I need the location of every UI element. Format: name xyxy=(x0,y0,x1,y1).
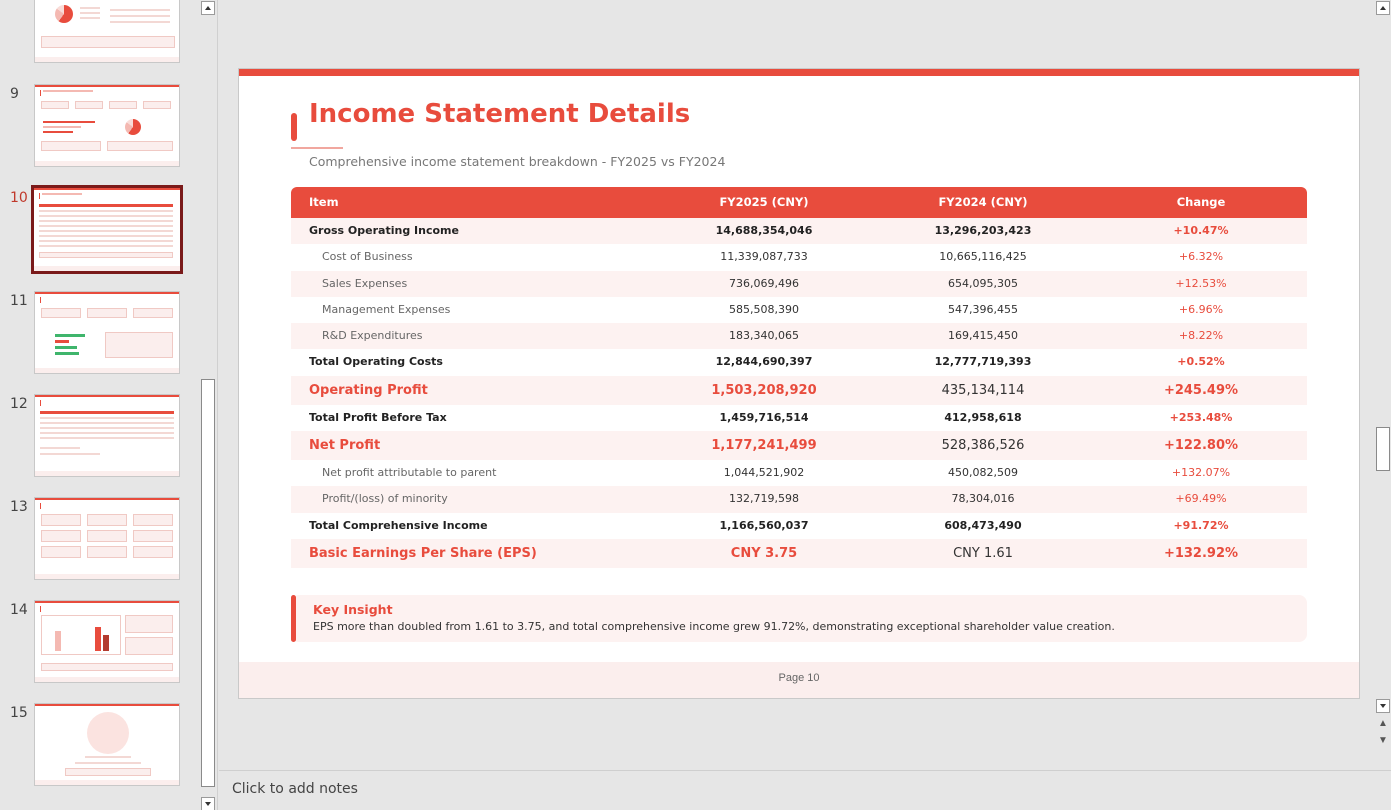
row-fy2024-cell: 12,777,719,393 xyxy=(934,355,1032,369)
scrollbar-thumb[interactable] xyxy=(201,379,215,787)
header-item: Item xyxy=(309,195,339,209)
slide-footer xyxy=(239,662,1359,698)
row-item-cell: Cost of Business xyxy=(322,250,413,264)
row-item-cell: Total Operating Costs xyxy=(309,355,443,369)
slide-thumbnail-image[interactable] xyxy=(34,497,180,580)
table-row[interactable] xyxy=(291,486,1307,512)
table-row[interactable] xyxy=(291,349,1307,375)
row-fy2024-cell: 608,473,490 xyxy=(944,518,1022,532)
row-item-cell: Operating Profit xyxy=(309,382,428,398)
title-accent-bar xyxy=(291,113,297,141)
scroll-up-button[interactable] xyxy=(201,1,215,15)
slide-number: 12 xyxy=(10,396,28,412)
row-fy2024-cell: 169,415,450 xyxy=(948,329,1018,343)
row-fy2025-cell: 183,340,065 xyxy=(729,329,799,343)
table-header xyxy=(291,187,1307,218)
slide-thumbnail-14[interactable] xyxy=(0,600,200,684)
row-fy2024-cell: 435,134,114 xyxy=(941,382,1025,398)
scroll-down-button[interactable] xyxy=(201,797,215,810)
table-row[interactable] xyxy=(291,376,1307,405)
table-row[interactable] xyxy=(291,539,1307,568)
page-number: Page 10 xyxy=(778,672,820,684)
row-item-cell: R&D Expenditures xyxy=(322,329,423,343)
slide-number: 15 xyxy=(10,705,28,721)
row-item-cell: Net profit attributable to parent xyxy=(322,466,497,480)
row-item-cell: Gross Operating Income xyxy=(309,224,459,237)
table-row[interactable] xyxy=(291,405,1307,431)
row-change-cell: +122.80% xyxy=(1163,438,1239,454)
notes-placeholder[interactable]: Click to add notes xyxy=(232,781,358,797)
row-fy2024-cell: 654,095,305 xyxy=(948,276,1018,290)
row-change-cell: +12.53% xyxy=(1175,276,1227,290)
row-fy2025-cell: 585,508,390 xyxy=(729,302,799,316)
row-fy2025-cell: 14,688,354,046 xyxy=(715,224,813,237)
row-fy2025-cell: 736,069,496 xyxy=(729,276,799,290)
slide-canvas[interactable] xyxy=(238,68,1360,699)
slide-top-accent xyxy=(239,69,1359,76)
slide-thumbnail-image[interactable] xyxy=(34,600,180,683)
row-change-cell: +6.32% xyxy=(1178,250,1224,264)
insight-title: Key Insight xyxy=(313,602,393,617)
slide-thumbnail-8[interactable] xyxy=(0,0,200,64)
slide-number: 14 xyxy=(10,602,28,618)
row-fy2025-cell: 132,719,598 xyxy=(729,492,799,506)
editor-scrollbar[interactable] xyxy=(1376,0,1391,770)
slide-thumbnail-10[interactable] xyxy=(0,188,200,272)
row-item-cell: Net Profit xyxy=(309,438,381,454)
table-row[interactable] xyxy=(291,218,1307,244)
row-item-cell: Profit/(loss) of minority xyxy=(322,492,448,506)
row-item-cell: Total Profit Before Tax xyxy=(309,410,447,424)
scrollbar-thumb[interactable] xyxy=(1376,427,1390,471)
slide-thumbnail-image[interactable] xyxy=(34,703,180,786)
slide-subtitle[interactable]: Comprehensive income statement breakdown - FY2025 vs FY2024 xyxy=(309,154,726,169)
slide-thumbnail-pane[interactable] xyxy=(0,0,218,810)
row-change-cell: +245.49% xyxy=(1163,382,1239,398)
slide-thumbnail-image[interactable] xyxy=(34,84,180,167)
row-change-cell: +6.96% xyxy=(1178,302,1224,316)
row-fy2024-cell: 528,386,526 xyxy=(941,438,1025,454)
row-fy2024-cell: 13,296,203,423 xyxy=(934,224,1032,237)
row-item-cell: Management Expenses xyxy=(322,302,451,316)
table-row[interactable] xyxy=(291,323,1307,349)
row-fy2025-cell: 1,459,716,514 xyxy=(719,410,809,424)
table-row[interactable] xyxy=(291,513,1307,539)
table-row[interactable] xyxy=(291,297,1307,323)
row-change-cell: +91.72% xyxy=(1173,518,1229,532)
slide-number: 13 xyxy=(10,499,28,515)
row-change-cell: +132.07% xyxy=(1171,466,1231,480)
table-row[interactable] xyxy=(291,271,1307,297)
table-row[interactable] xyxy=(291,431,1307,460)
insight-accent-bar xyxy=(291,595,296,642)
next-slide-icon[interactable]: ▼ xyxy=(1378,735,1388,746)
row-fy2025-cell: 1,177,241,499 xyxy=(711,438,817,454)
slide-thumbnail-image[interactable] xyxy=(34,0,180,63)
slide-thumbnail-image[interactable] xyxy=(34,291,180,374)
slide-thumbnail-9[interactable] xyxy=(0,84,200,168)
slide-thumbnail-image[interactable] xyxy=(31,185,183,274)
row-fy2025-cell: 12,844,690,397 xyxy=(715,355,813,369)
scroll-up-button[interactable] xyxy=(1376,1,1390,15)
chevron-up-icon xyxy=(205,6,211,10)
insight-text: EPS more than doubled from 1.61 to 3.75, and total comprehensive income grew 91.72%, demonstrating exceptional shareholder value creation. xyxy=(313,620,1115,633)
chevron-down-icon xyxy=(205,802,211,806)
header-fy2025: FY2025 (CNY) xyxy=(719,195,809,209)
row-fy2024-cell: 450,082,509 xyxy=(948,466,1018,480)
slide-title[interactable]: Income Statement Details xyxy=(309,99,691,129)
key-insight-box[interactable] xyxy=(291,595,1307,642)
chevron-up-icon xyxy=(1380,6,1386,10)
income-statement-table[interactable] xyxy=(291,187,1307,568)
row-fy2025-cell: 11,339,087,733 xyxy=(720,250,808,264)
row-fy2024-cell: 10,665,116,425 xyxy=(939,250,1027,264)
notes-pane[interactable] xyxy=(219,770,1391,810)
row-change-cell: +8.22% xyxy=(1178,329,1224,343)
chevron-down-icon xyxy=(1380,704,1386,708)
row-change-cell: +69.49% xyxy=(1175,492,1227,506)
table-row[interactable] xyxy=(291,244,1307,270)
table-body xyxy=(291,218,1307,568)
slide-number: 11 xyxy=(10,293,28,309)
row-fy2025-cell: CNY 3.75 xyxy=(730,545,798,561)
row-fy2025-cell: 1,503,208,920 xyxy=(711,382,817,398)
row-fy2024-cell: 78,304,016 xyxy=(951,492,1015,506)
slide-number: 9 xyxy=(10,86,19,102)
row-fy2025-cell: 1,044,521,902 xyxy=(723,466,805,480)
row-fy2025-cell: 1,166,560,037 xyxy=(719,518,809,532)
row-fy2024-cell: 547,396,455 xyxy=(948,302,1018,316)
row-fy2024-cell: 412,958,618 xyxy=(944,410,1022,424)
slide-number: 10 xyxy=(10,190,28,206)
slide-thumbnail-13[interactable] xyxy=(0,497,200,581)
row-change-cell: +0.52% xyxy=(1177,355,1225,369)
header-fy2024: FY2024 (CNY) xyxy=(938,195,1028,209)
slide-thumbnail-11[interactable] xyxy=(0,291,200,375)
previous-slide-icon[interactable]: ▲ xyxy=(1378,718,1388,729)
row-item-cell: Sales Expenses xyxy=(322,276,408,290)
row-item-cell: Total Comprehensive Income xyxy=(309,518,488,532)
thumbnail-scrollbar[interactable] xyxy=(200,0,217,810)
slide-thumbnail-12[interactable] xyxy=(0,394,200,478)
table-row[interactable] xyxy=(291,460,1307,486)
row-change-cell: +253.48% xyxy=(1169,410,1233,424)
title-underline xyxy=(291,147,343,149)
header-change: Change xyxy=(1176,195,1226,209)
row-change-cell: +10.47% xyxy=(1173,224,1229,237)
row-change-cell: +132.92% xyxy=(1163,545,1239,561)
row-item-cell: Basic Earnings Per Share (EPS) xyxy=(309,545,537,561)
scroll-down-button[interactable] xyxy=(1376,699,1390,713)
slide-thumbnail-15[interactable] xyxy=(0,703,200,787)
row-fy2024-cell: CNY 1.61 xyxy=(953,545,1013,561)
slide-thumbnail-image[interactable] xyxy=(34,394,180,477)
